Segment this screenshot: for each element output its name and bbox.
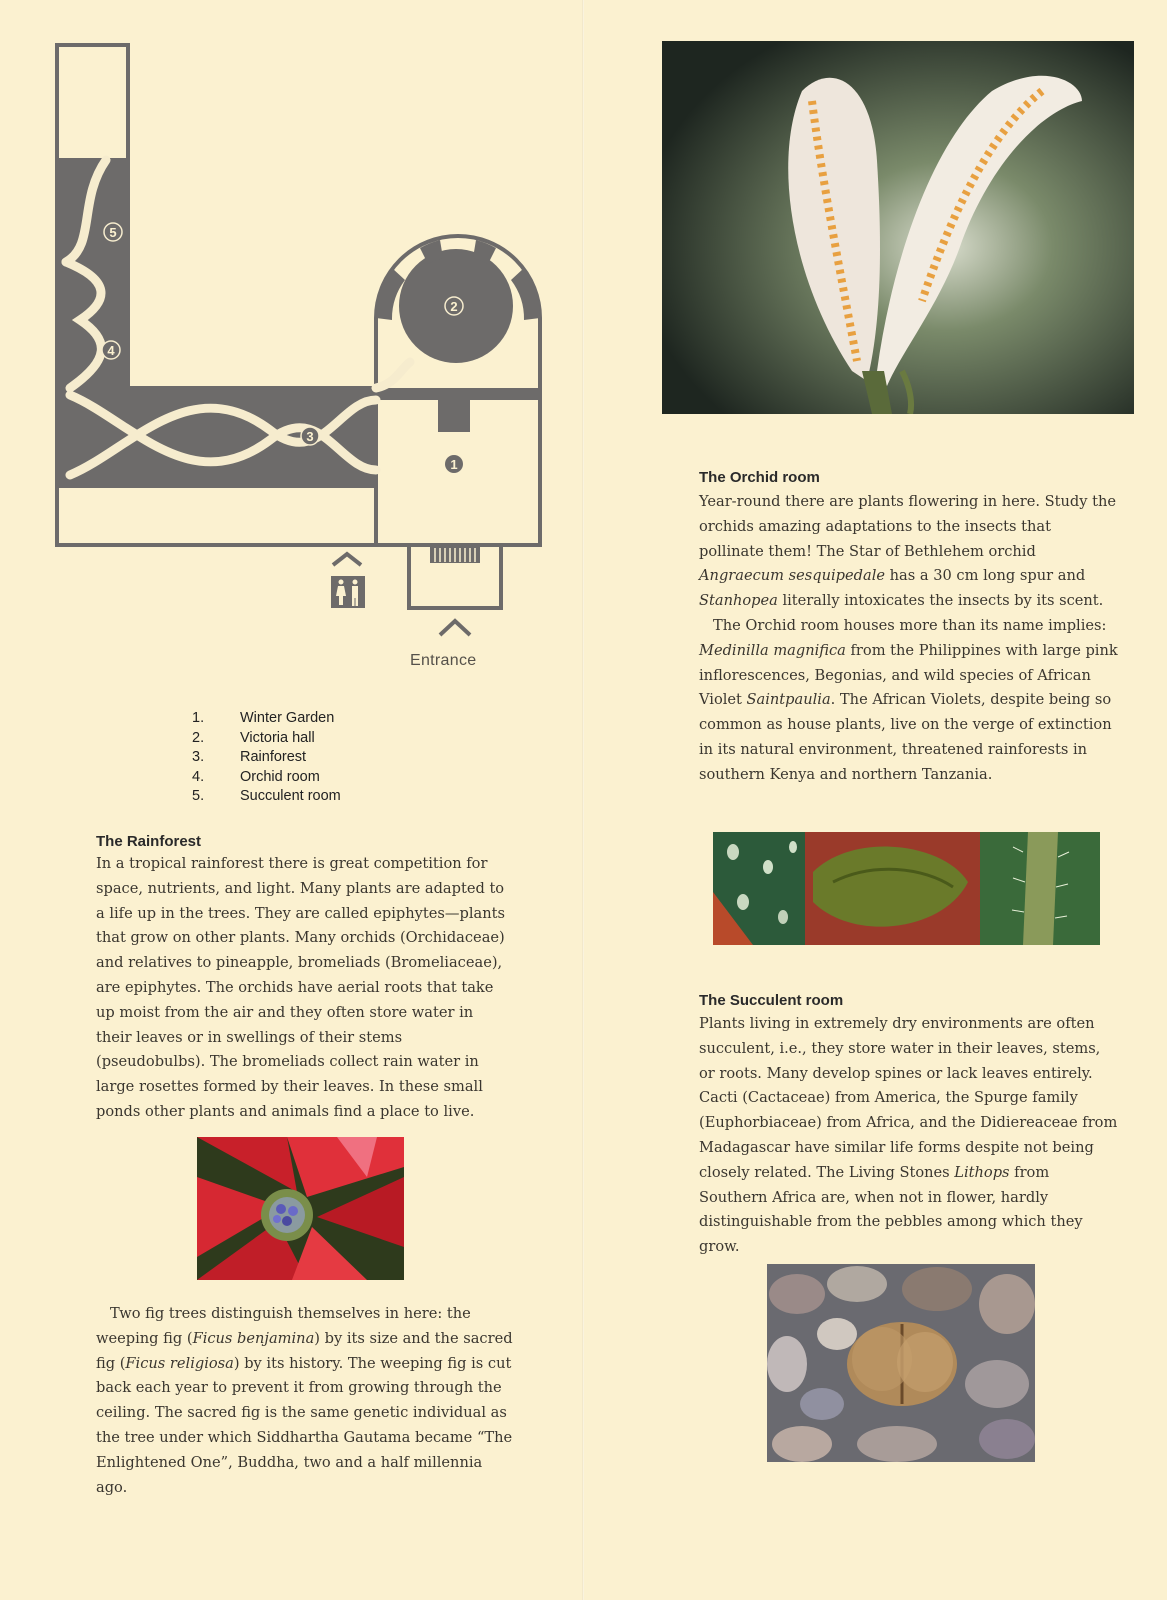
map-legend [192, 709, 341, 807]
entrance-label: Entrance [410, 652, 477, 669]
legend-item: 2. Victoria hall [192, 729, 315, 746]
orchid-photo [662, 41, 1134, 414]
svg-text:1: 1 [450, 457, 458, 472]
bromeliad-photo [197, 1137, 404, 1280]
restroom-icon [331, 554, 365, 608]
legend-item: 3. Rainforest [192, 749, 307, 766]
legend-item: 4. Orchid room [192, 768, 320, 785]
room-number-1 [445, 455, 463, 473]
room-number-2 [445, 297, 463, 315]
orchid-paragraph-2: The Orchid room houses more than its name implies: Medinilla magnifica from the Philippines with large pink inflorescences, Begonias, and wild species of African Violet Saintpaulia. The African Violets, despite being so common as house plants, live on the verge of extinction in its natural environment, threatened rainforests in southern Kenya and northern Tanzania. [699, 616, 1118, 783]
rainforest-paragraph: In a tropical rainforest there is great competition for space, nutrients, and light. Many plants are adapted to a life up in the trees. They are called epiphytes—plants that grow on other plants. Many orchids (Orchidaceae) and relatives to pineapple, bromeliads (Bromeliaceae), are epiphytes. The orchids have aerial roots that take up moist from the air and they often store water in their leaves or in swellings of their stems (pseudobulbs). The bromeliads collect rain water in large rosettes formed by their leaves. In these small ponds other plants and animals find a place to live. [96, 855, 505, 1120]
orchid-room-text [699, 490, 1119, 788]
room-number-3 [301, 427, 319, 445]
lithops-photo [767, 1264, 1035, 1462]
legend-item: 1. Winter Garden [192, 710, 335, 726]
orchid-paragraph-1: Year-round there are plants flowering in here. Study the orchids amazing adaptations to the insects that pollinate them! The Star of Bethlehem orchid Angraecum sesquipedale has a 30 cm long spur and Stanhopea literally intoxicates the insects by its scent. [699, 493, 1117, 610]
fig-trees-paragraph: Two fig trees distinguish themselves in here: the weeping fig (Ficus benjamina) by its size and the sacred fig (Ficus religiosa) by its history. The weeping fig is cut back each year to prevent it from growing through the ceiling. The sacred fig is the same genetic individual as the tree under which Siddhartha Gautama became “The Enlightened One”, Buddha, two and a half millennia ago. [96, 1305, 513, 1496]
map-outline [57, 45, 540, 608]
orchid-room-heading: The Orchid room [699, 469, 820, 486]
svg-text:4: 4 [107, 343, 115, 358]
floor-plan-map [0, 0, 582, 700]
room-number-5 [104, 223, 122, 241]
svg-text:2: 2 [450, 299, 458, 314]
legend-item: 5. Succulent room [192, 788, 341, 805]
room-number-4 [102, 341, 120, 359]
succulent-room-paragraph: Plants living in extremely dry environments are often succulent, i.e., they store water in their leaves, stems, or roots. Many develop spines or lack leaves entirely. Cacti (Cactaceae) from America, the Spurge family (Euphorbiaceae) from Africa, and the Didiereaceae from Madagascar have similar life forms despite not being closely related. The Living Stones Lithops from Southern Africa are, when not in flower, hardly distinguishable from the pebbles among which they grow. [699, 1015, 1118, 1256]
svg-text:5: 5 [109, 225, 117, 240]
begonia-leaves-photo [713, 832, 1100, 945]
rainforest-heading: The Rainforest [96, 833, 202, 850]
svg-text:3: 3 [306, 429, 314, 444]
chevron-up-icon [440, 621, 470, 635]
succulent-room-heading: The Succulent room [699, 992, 844, 1009]
page-fold [582, 0, 584, 1600]
